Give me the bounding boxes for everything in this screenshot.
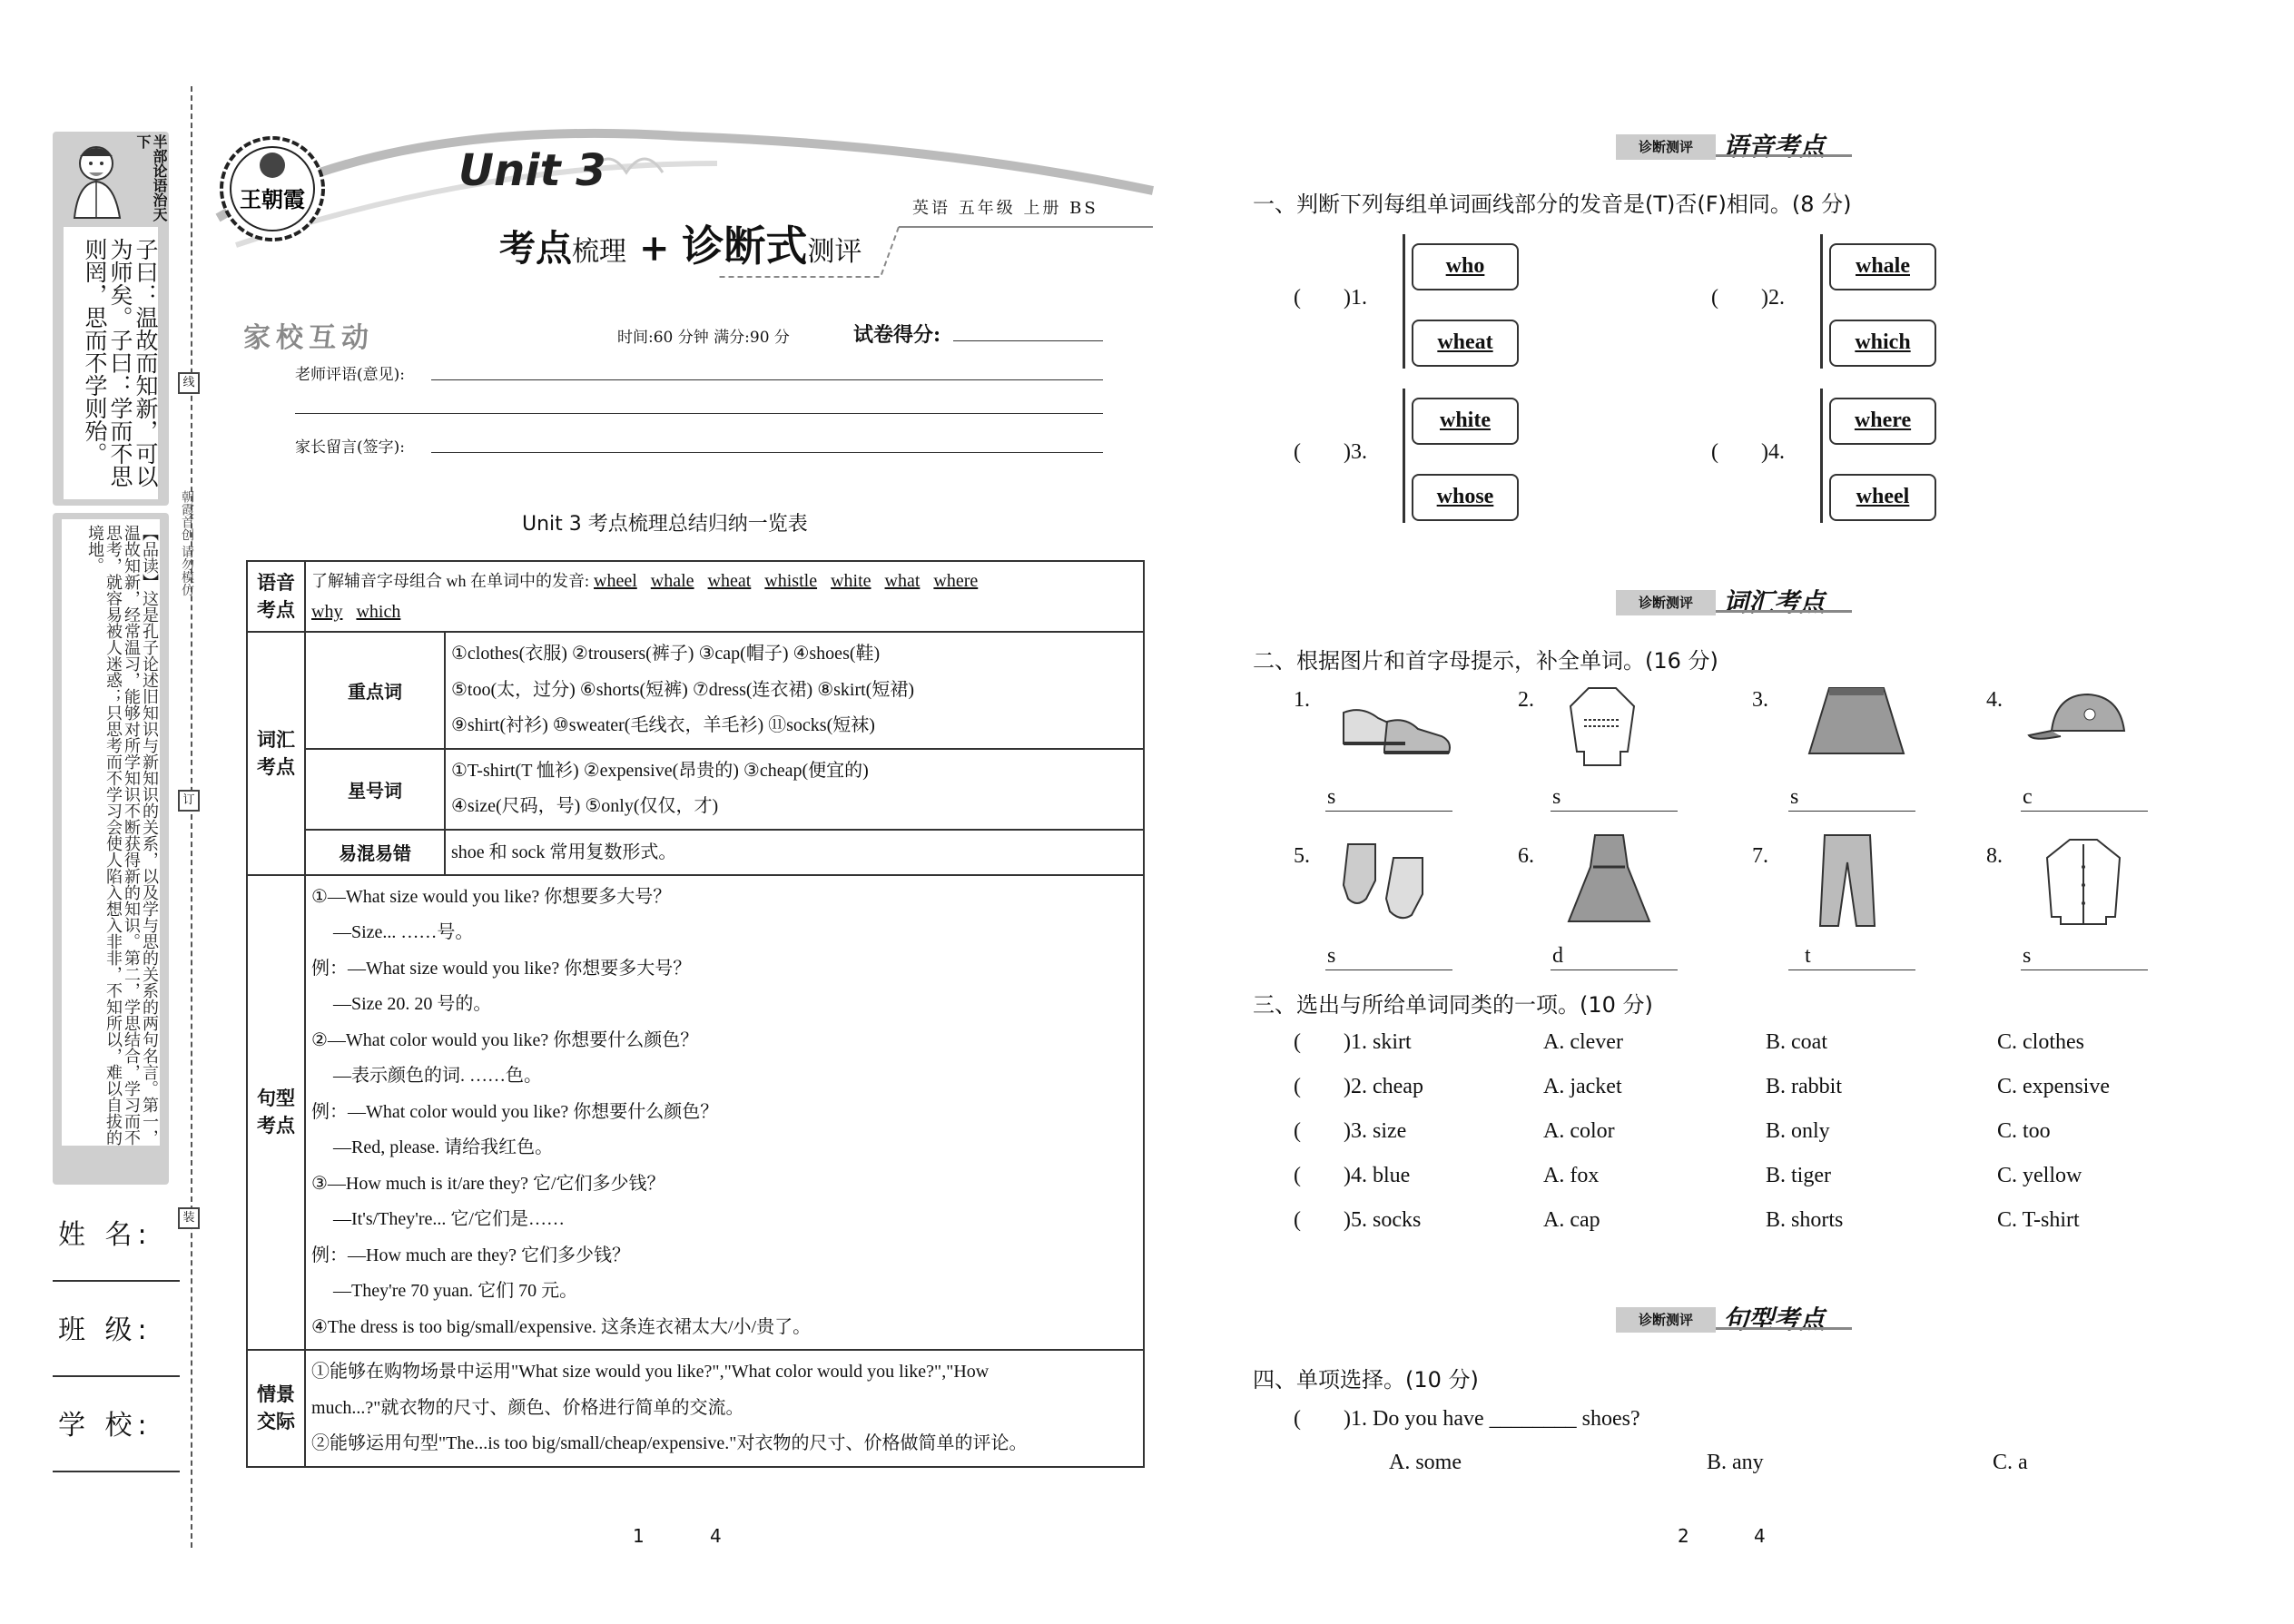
sentence-line: 例：—How much are they? 它们多少钱？ xyxy=(311,1245,631,1265)
bracket xyxy=(1820,234,1823,369)
summary-table xyxy=(246,560,1145,1468)
banner-arrow xyxy=(1716,610,1852,613)
q3-question: )5. socks xyxy=(1344,1208,1422,1232)
banner-tag: 诊断测评 xyxy=(1616,134,1716,160)
answer-initial: s xyxy=(1790,785,1799,809)
section-banner-vocab xyxy=(1616,583,1852,619)
key-words-row xyxy=(247,632,1144,749)
picture-number: 7. xyxy=(1752,844,1768,868)
word-text: white xyxy=(1440,408,1491,432)
score-label: 试卷得分: xyxy=(853,323,941,347)
answer-paren[interactable]: ( xyxy=(1294,1119,1301,1143)
option-a[interactable]: A. jacket xyxy=(1543,1075,1622,1098)
word-text: wheat xyxy=(1437,330,1493,354)
teacher-comment-field-2[interactable] xyxy=(295,413,1103,414)
page-number: 4 xyxy=(710,1525,722,1547)
confusing-label: 易混易错 xyxy=(305,830,445,875)
word-text: who xyxy=(1445,254,1485,278)
shoes-icon xyxy=(1334,685,1462,767)
option-c[interactable]: C. too xyxy=(1997,1119,2051,1143)
phonics-word: which xyxy=(356,602,401,622)
answer-blank[interactable] xyxy=(1325,969,1452,970)
banner-tag: 诊断测评 xyxy=(1616,590,1716,615)
option-c[interactable]: C. clothes xyxy=(1997,1030,2084,1054)
teacher-comment-field[interactable] xyxy=(431,379,1103,380)
option-b[interactable]: B. coat xyxy=(1766,1030,1827,1054)
option-a[interactable]: A. clever xyxy=(1543,1030,1623,1054)
answer-initial: t xyxy=(1805,944,1811,968)
q1-item-number: )3. xyxy=(1344,440,1367,464)
q3-question: )2. cheap xyxy=(1344,1075,1423,1098)
summary-table-title: Unit 3 考点梳理总结归纳一览表 xyxy=(522,513,808,536)
q1-item-number: )2. xyxy=(1761,286,1785,310)
phonics-word: wheat xyxy=(707,571,752,591)
banner-arrow xyxy=(1716,154,1852,157)
star-words-line: ④size(尺码，号) ⑤only(仅仅，才) xyxy=(451,796,719,816)
scene-line: ②能够运用句型"The...is too big/small/cheap/expensive."对衣物的尺寸、价格做简单的评论。 xyxy=(311,1433,1028,1453)
key-words-label: 重点词 xyxy=(305,632,445,749)
sentence-line: ②—What color would you like? 你想要什么颜色？ xyxy=(311,1029,699,1050)
word-text: whose xyxy=(1436,485,1494,508)
word-card xyxy=(1412,398,1519,445)
answer-initial: s xyxy=(2023,944,2032,968)
option-a[interactable]: A. some xyxy=(1389,1451,1462,1474)
shirt-icon xyxy=(2043,835,2124,926)
answer-blank[interactable] xyxy=(1325,811,1452,812)
sentence-line: —It's/They're... 它/它们是…… xyxy=(333,1209,565,1229)
answer-paren[interactable]: ( xyxy=(1294,440,1301,464)
answer-paren[interactable]: ( xyxy=(1294,1075,1301,1098)
title-part-d: 测评 xyxy=(807,236,862,268)
page-number: 2 xyxy=(1678,1525,1689,1547)
title-part-b: 梳理 xyxy=(572,236,626,268)
confucius-illustration xyxy=(56,136,136,220)
socks-icon xyxy=(1339,835,1439,926)
answer-blank[interactable] xyxy=(2021,811,2148,812)
name-field[interactable] xyxy=(53,1280,180,1282)
word-card xyxy=(1412,474,1519,521)
trousers-icon xyxy=(1811,831,1884,930)
phonics-word: white xyxy=(831,571,871,591)
phonics-intro: 了解辅音字母组合 wh 在单词中的发音: xyxy=(311,572,589,590)
confucius-quote: 子曰：温故而知新，可以为师矣。子曰：学而不思则罔，思而不学则殆。 xyxy=(82,238,159,487)
parent-comment-field[interactable] xyxy=(431,452,1103,453)
option-b[interactable]: B. shorts xyxy=(1766,1208,1844,1232)
picture-number: 6. xyxy=(1518,844,1534,868)
sentence-line: —Size 20. 20 号的。 xyxy=(333,994,492,1014)
phonics-word: why xyxy=(311,602,343,622)
word-card xyxy=(1829,243,1936,290)
star-words-row xyxy=(247,749,1144,830)
phonics-word: wheel xyxy=(594,571,637,591)
q4-question: )1. Do you have ________ shoes? xyxy=(1344,1407,1640,1431)
answer-initial: c xyxy=(2023,785,2033,809)
q3-question: )1. skirt xyxy=(1344,1030,1412,1054)
answer-blank[interactable] xyxy=(1788,811,1915,812)
question-3-title: 三、选出与所给单词同类的一项。(10 分) xyxy=(1253,992,1653,1018)
banner-arrow xyxy=(1716,1327,1852,1330)
picture-number: 3. xyxy=(1752,688,1768,712)
answer-blank[interactable] xyxy=(2021,969,2148,970)
phonics-category: 语音考点 xyxy=(247,561,305,632)
scene-content xyxy=(305,1350,1144,1467)
star-words-label: 星号词 xyxy=(305,749,445,830)
sentence-line: 例：—What color would you like? 你想要什么颜色？ xyxy=(311,1101,719,1122)
answer-paren[interactable]: ( xyxy=(1294,1407,1301,1431)
word-card xyxy=(1829,474,1936,521)
school-label: 学 校: xyxy=(58,1410,153,1442)
cut-mark-bind: 订 xyxy=(178,790,200,812)
sentence-line: ④The dress is too big/small/expensive. 这条连衣裙太大/小/贵了。 xyxy=(311,1316,812,1337)
word-text: wheel xyxy=(1856,485,1910,508)
title-plus: + xyxy=(638,227,670,270)
title-part-c: 诊断式 xyxy=(682,221,808,271)
key-words-line: ⑨shirt(衬衫) ⑩sweater(毛线衣，羊毛衫) ⑪socks(短袜) xyxy=(451,715,875,735)
answer-initial: s xyxy=(1327,785,1336,809)
bracket xyxy=(1403,389,1405,523)
q1-item-number: )4. xyxy=(1761,440,1785,464)
answer-paren[interactable]: ( xyxy=(1294,1164,1301,1187)
family-interaction-tag: 家校互动 xyxy=(243,322,374,354)
answer-paren[interactable]: ( xyxy=(1711,286,1718,310)
time-score-info: 时间:60 分钟 满分:90 分 xyxy=(617,329,790,347)
sentence-line: —Size... ……号。 xyxy=(333,922,474,942)
question-2-title: 二、根据图片和首字母提示，补全单词。(16 分) xyxy=(1253,648,1718,674)
answer-blank[interactable] xyxy=(1551,811,1678,812)
bracket xyxy=(1403,234,1405,369)
teacher-comment-label: 老师评语(意见): xyxy=(295,366,405,384)
sentence-line: 例：—What size would you like? 你想要多大号？ xyxy=(311,958,692,979)
answer-blank[interactable] xyxy=(1788,969,1915,970)
word-text: where xyxy=(1854,408,1912,432)
word-card xyxy=(1829,398,1936,445)
section-banner-sentence xyxy=(1616,1300,1852,1336)
word-text: whale xyxy=(1856,254,1910,278)
option-a[interactable]: A. color xyxy=(1543,1119,1615,1143)
option-b[interactable]: B. any xyxy=(1707,1451,1764,1474)
picture-number: 2. xyxy=(1518,688,1534,712)
picture-number: 4. xyxy=(1986,688,2003,712)
class-label: 班 级: xyxy=(58,1314,153,1346)
page-title xyxy=(499,213,861,273)
option-b[interactable]: B. tiger xyxy=(1766,1164,1831,1187)
answer-initial: d xyxy=(1552,944,1563,968)
sentences-row xyxy=(247,875,1144,1351)
answer-initial: s xyxy=(1552,785,1561,809)
phonics-word: whale xyxy=(650,571,694,591)
confusing-content: shoe 和 sock 常用复数形式。 xyxy=(445,830,1144,875)
q3-question: )4. blue xyxy=(1344,1164,1411,1187)
phonics-row xyxy=(247,561,1144,632)
banner-tag: 诊断测评 xyxy=(1616,1307,1716,1333)
dress-icon xyxy=(1566,831,1652,930)
confusing-row xyxy=(247,830,1144,875)
scene-row xyxy=(247,1350,1144,1467)
option-c[interactable]: C. T-shirt xyxy=(1997,1208,2080,1232)
book-info: 英语 五年级 上册 BS xyxy=(912,199,1098,218)
key-words-content xyxy=(445,632,1144,749)
option-b[interactable]: B. only xyxy=(1766,1119,1830,1143)
option-c[interactable]: C. expensive xyxy=(1997,1075,2110,1098)
skirt-icon xyxy=(1802,681,1911,767)
sweater-icon xyxy=(1566,679,1639,770)
sentence-line: ①—What size would you like? 你想要多大号？ xyxy=(311,886,672,907)
cut-mark-line: 线 xyxy=(178,372,200,394)
parent-comment-label: 家长留言(签字): xyxy=(295,438,405,457)
answer-blank[interactable] xyxy=(1551,969,1678,970)
answer-paren[interactable]: ( xyxy=(1294,1030,1301,1054)
banner-title: 词汇考点 xyxy=(1723,587,1826,617)
option-c[interactable]: C. a xyxy=(1993,1451,2028,1474)
sentence-line: —表示颜色的词. ……色。 xyxy=(333,1066,542,1086)
star-words-content xyxy=(445,749,1144,830)
scene-category: 情景交际 xyxy=(247,1350,305,1467)
key-words-line: ⑤too(太，过分) ⑥shorts(短裤) ⑦dress(连衣裙) ⑧skirt(短裙) xyxy=(451,679,914,700)
section-banner-phonics xyxy=(1616,127,1852,163)
score-field[interactable] xyxy=(953,340,1103,341)
title-part-a: 考点 xyxy=(499,227,572,270)
sentences-content xyxy=(305,875,1144,1351)
bracket xyxy=(1820,389,1823,523)
picture-number: 1. xyxy=(1294,688,1310,712)
key-words-line: ①clothes(衣服) ②trousers(裤子) ③cap(帽子) ④shoes(鞋) xyxy=(451,644,881,664)
phonics-word: whistle xyxy=(764,571,818,591)
picture-number: 8. xyxy=(1986,844,2003,868)
sentence-line: —Red, please. 请给我红色。 xyxy=(333,1137,554,1157)
name-label: 姓 名: xyxy=(58,1219,153,1251)
sentence-line: —They're 70 yuan. 它们 70 元。 xyxy=(333,1281,578,1301)
commentary-text: 【品读】这是孔子论述旧知识与新知识的关系，以及学与思的关系的两句名言。第一，温故知新，经常温习，能够对所学知识不断获得新的知识。第二，学思结合，学习而不思考，就容易被人迷惑；只思考而不学习会使人陷入想入非非，不知所以，难以自拔的境地。 xyxy=(85,525,159,1146)
phonics-word: where xyxy=(933,571,979,591)
picture-number: 5. xyxy=(1294,844,1310,868)
cut-line xyxy=(191,86,192,1548)
option-a[interactable]: A. fox xyxy=(1543,1164,1600,1187)
question-4-title: 四、单项选择。(10 分) xyxy=(1253,1367,1479,1393)
sentence-category: 句型考点 xyxy=(247,875,305,1351)
page-number: 1 xyxy=(633,1525,645,1547)
publisher-logo-icon xyxy=(218,134,327,243)
school-field[interactable] xyxy=(53,1471,180,1472)
option-a[interactable]: A. cap xyxy=(1543,1208,1600,1232)
option-c[interactable]: C. yellow xyxy=(1997,1164,2082,1187)
answer-initial: s xyxy=(1327,944,1336,968)
cut-mark-pack: 装 xyxy=(178,1207,200,1229)
banner-title: 语音考点 xyxy=(1723,132,1826,162)
q1-item-number: )1. xyxy=(1344,286,1367,310)
option-b[interactable]: B. rabbit xyxy=(1766,1075,1842,1098)
unit-title: Unit 3 xyxy=(458,145,606,196)
word-text: which xyxy=(1855,330,1911,354)
word-card xyxy=(1829,320,1936,367)
word-card xyxy=(1412,320,1519,367)
answer-paren[interactable]: ( xyxy=(1294,1208,1301,1232)
star-words-line: ①T-shirt(T 恤衫) ②expensive(昂贵的) ③cheap(便宜的) xyxy=(451,760,869,781)
scene-line: much...?"就衣物的尺寸、颜色、价格进行简单的交流。 xyxy=(311,1397,744,1418)
cap-icon xyxy=(2024,685,2133,758)
question-1-title: 一、判断下列每组单词画线部分的发音是(T)否(F)相同。(8 分) xyxy=(1253,192,1852,217)
scene-line: ①能够在购物场景中运用"What size would you like?","What color would you like?","How xyxy=(311,1362,989,1382)
q3-question: )3. size xyxy=(1344,1119,1407,1143)
svg-text:王朝霞: 王朝霞 xyxy=(240,186,305,212)
phonics-content xyxy=(305,561,1144,632)
cut-notice: 朝霞首创 请勿模仿 xyxy=(180,490,194,596)
sentence-line: ③—How much is it/are they? 它/它们多少钱？ xyxy=(311,1173,665,1194)
class-field[interactable] xyxy=(53,1375,180,1377)
vocab-category: 词汇考点 xyxy=(247,632,305,875)
answer-paren[interactable]: ( xyxy=(1294,286,1301,310)
answer-paren[interactable]: ( xyxy=(1711,440,1718,464)
banner-title: 句型考点 xyxy=(1723,1304,1826,1334)
phonics-word: what xyxy=(884,571,921,591)
word-card xyxy=(1412,243,1519,290)
page-number: 4 xyxy=(1754,1525,1766,1547)
motto: 半部论语治天下 xyxy=(134,134,168,221)
